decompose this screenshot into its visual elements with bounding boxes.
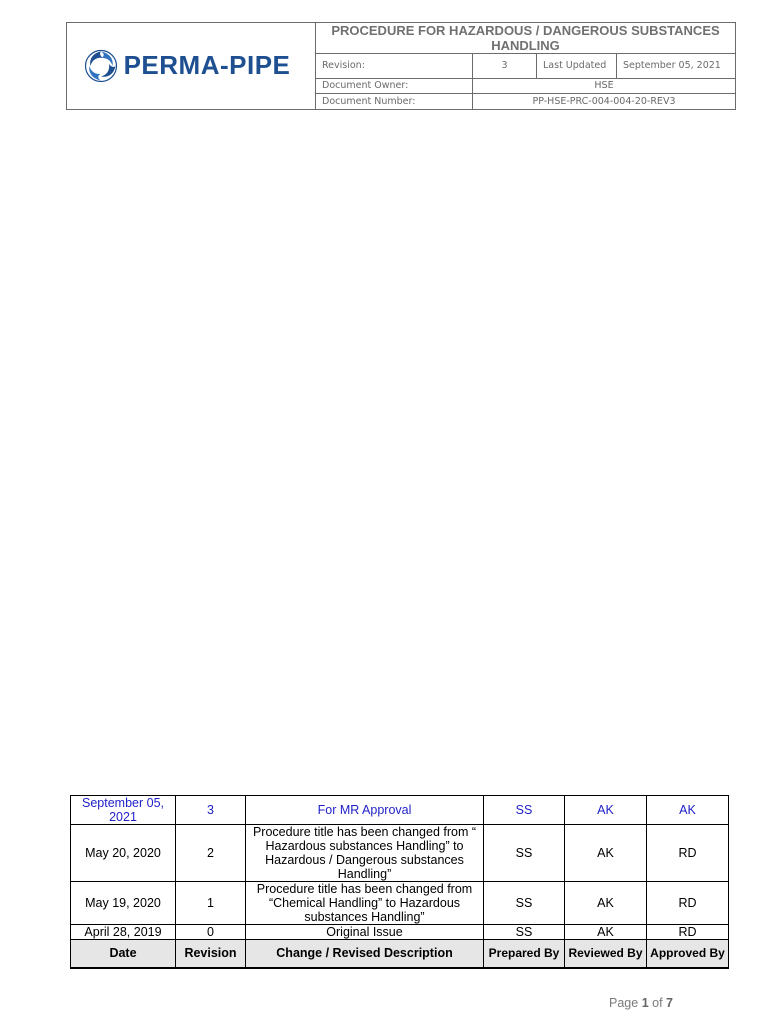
reviewed-header: Reviewed By: [565, 940, 647, 968]
revision-cell: 3: [176, 796, 246, 825]
revision-header: Revision: [176, 940, 246, 968]
number-row: [316, 94, 735, 109]
approved-cell: RD: [647, 882, 729, 925]
revision-cell: 2: [176, 825, 246, 882]
document-header: [66, 22, 736, 110]
reviewed-cell: AK: [565, 925, 647, 940]
revision-history-table: [70, 795, 729, 969]
date-cell: April 28, 2019: [71, 925, 176, 940]
table-row: [71, 925, 729, 940]
company-logo: [67, 23, 316, 109]
revision-label: Revision:: [316, 54, 473, 78]
date-cell: September 05, 2021: [71, 796, 176, 825]
approved-header: Approved By: [647, 940, 729, 968]
last-updated-label: Last Updated: [537, 54, 617, 78]
prepared-cell: SS: [484, 796, 565, 825]
page-of: of: [652, 996, 663, 1010]
approved-cell: RD: [647, 825, 729, 882]
owner-label: Document Owner:: [316, 79, 473, 94]
reviewed-cell: AK: [565, 796, 647, 825]
swirl-logo-icon: [84, 49, 118, 83]
revision-cell: 0: [176, 925, 246, 940]
logo-text: PERMA-PIPE: [123, 49, 291, 80]
page-current: 1: [641, 996, 649, 1010]
owner-value: HSE: [594, 80, 614, 92]
header-info: [316, 23, 735, 109]
table-header-row: [71, 940, 729, 968]
prepared-cell: SS: [484, 925, 565, 940]
table-row: [71, 825, 729, 882]
description-cell: For MR Approval: [246, 796, 484, 825]
table-row: [71, 882, 729, 925]
prepared-cell: SS: [484, 825, 565, 882]
description-header: Change / Revised Description: [246, 940, 484, 968]
page-total: 7: [666, 996, 673, 1010]
date-header: Date: [71, 940, 176, 968]
description-cell: Procedure title has been changed from “ Hazardous substances Handling” to Hazardous / Dangerous substances Handling”: [246, 825, 484, 882]
owner-row: [316, 79, 735, 95]
reviewed-cell: AK: [565, 825, 647, 882]
prepared-cell: SS: [484, 882, 565, 925]
approved-cell: AK: [647, 796, 729, 825]
page-label: Page: [609, 996, 639, 1010]
date-cell: May 19, 2020: [71, 882, 176, 925]
table-row: [71, 796, 729, 825]
date-cell: May 20, 2020: [71, 825, 176, 882]
prepared-header: Prepared By: [484, 940, 565, 968]
approved-cell: RD: [647, 925, 729, 940]
revision-cell: 1: [176, 882, 246, 925]
number-value: PP-HSE-PRC-004-004-20-REV3: [532, 96, 676, 108]
description-cell: Original Issue: [246, 925, 484, 940]
reviewed-cell: AK: [565, 882, 647, 925]
page-number: [609, 996, 673, 1010]
last-updated-value: September 05, 2021: [623, 60, 721, 72]
number-label: Document Number:: [316, 94, 473, 109]
description-cell: Procedure title has been changed from “Chemical Handling” to Hazardous substances Handling”: [246, 882, 484, 925]
revision-value: 3: [473, 54, 537, 78]
document-title: PROCEDURE FOR HAZARDOUS / DANGEROUS SUBSTANCES HANDLING: [316, 23, 735, 54]
revision-row: [316, 54, 735, 79]
